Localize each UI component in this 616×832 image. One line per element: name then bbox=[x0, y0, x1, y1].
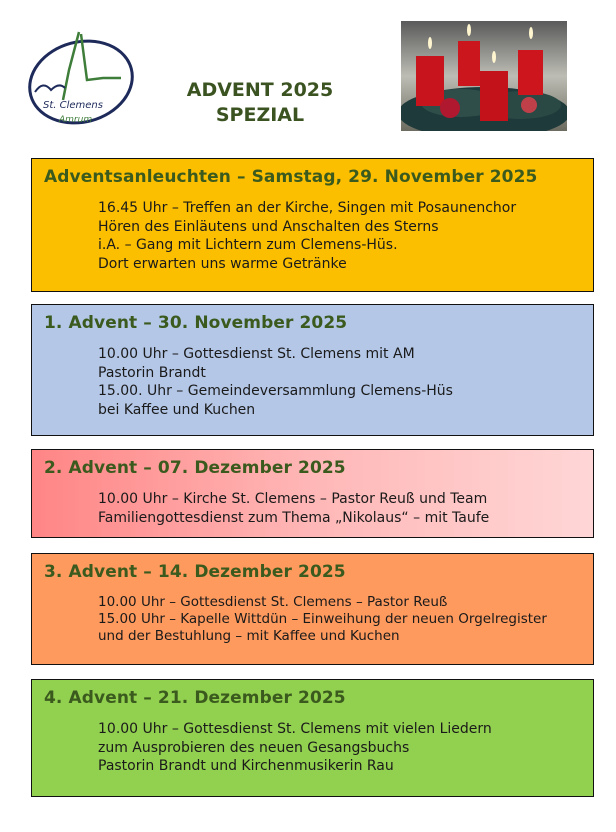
event-line: 10.00 Uhr – Gottesdienst St. Clemens mit AM bbox=[98, 346, 415, 362]
logo-text-amrum: Amrum bbox=[59, 115, 93, 125]
event-line: Hören des Einläutens und Anschalten des Sterns bbox=[98, 218, 439, 235]
event-details bbox=[98, 345, 453, 419]
event-heading: 2. Advent – 07. Dezember 2025 bbox=[44, 458, 346, 478]
event-line: Dort erwarten uns warme Getränke bbox=[98, 255, 347, 272]
event-line: zum Ausprobieren des neuen Gesangsbuchs bbox=[98, 739, 410, 756]
candles-image-icon bbox=[401, 21, 567, 131]
event-line: Familiengottesdienst zum Thema „Nikolaus“ – mit Taufe bbox=[98, 509, 490, 526]
event-line: i.A. – Gang mit Lichtern zum Clemens-Hüs. bbox=[98, 237, 398, 253]
event-line: 10.00 Uhr – Gottesdienst St. Clemens mit vielen Liedern bbox=[98, 721, 492, 737]
church-logo bbox=[25, 30, 137, 132]
event-line: 10.00 Uhr – Gottesdienst St. Clemens – Pastor Reuß bbox=[98, 594, 448, 610]
event-heading: 1. Advent – 30. November 2025 bbox=[44, 313, 348, 333]
event-details bbox=[98, 199, 516, 273]
event-details bbox=[98, 720, 492, 776]
event-line: 15.00. Uhr – Gemeindeversammlung Clemens-Hüs bbox=[98, 383, 453, 399]
logo-text-stclemens: St. Clemens bbox=[43, 100, 103, 111]
advent-wreath-photo bbox=[401, 21, 567, 131]
event-line: bei Kaffee und Kuchen bbox=[98, 401, 256, 418]
church-logo-icon bbox=[25, 30, 137, 132]
event-box-advent-3 bbox=[31, 553, 594, 665]
event-box-advent-1 bbox=[31, 304, 594, 436]
page-title bbox=[150, 78, 370, 128]
event-line: 10.00 Uhr – Kirche St. Clemens – Pastor Reuß und Team bbox=[98, 491, 488, 507]
event-heading: 4. Advent – 21. Dezember 2025 bbox=[44, 688, 346, 708]
title-line-1: ADVENT 2025 bbox=[186, 79, 334, 101]
event-details bbox=[98, 490, 489, 527]
event-line: und der Bestuhlung – mit Kaffee und Kuchen bbox=[98, 628, 400, 644]
event-heading: 3. Advent – 14. Dezember 2025 bbox=[44, 562, 346, 582]
event-line: 16.45 Uhr – Treffen an der Kirche, Singen mit Posaunenchor bbox=[98, 200, 517, 216]
event-details bbox=[98, 594, 547, 645]
event-heading: Adventsanleuchten – Samstag, 29. November 2025 bbox=[44, 167, 538, 187]
event-line: Pastorin Brandt bbox=[98, 364, 206, 381]
event-box-adventsanleuchten bbox=[31, 158, 594, 292]
event-line: 15.00 Uhr – Kapelle Wittdün – Einweihung der neuen Orgelregister bbox=[98, 611, 547, 627]
title-line-2: SPEZIAL bbox=[215, 104, 305, 126]
event-box-advent-2 bbox=[31, 449, 594, 538]
event-line: Pastorin Brandt und Kirchenmusikerin Rau bbox=[98, 758, 394, 774]
event-box-advent-4 bbox=[31, 679, 594, 797]
